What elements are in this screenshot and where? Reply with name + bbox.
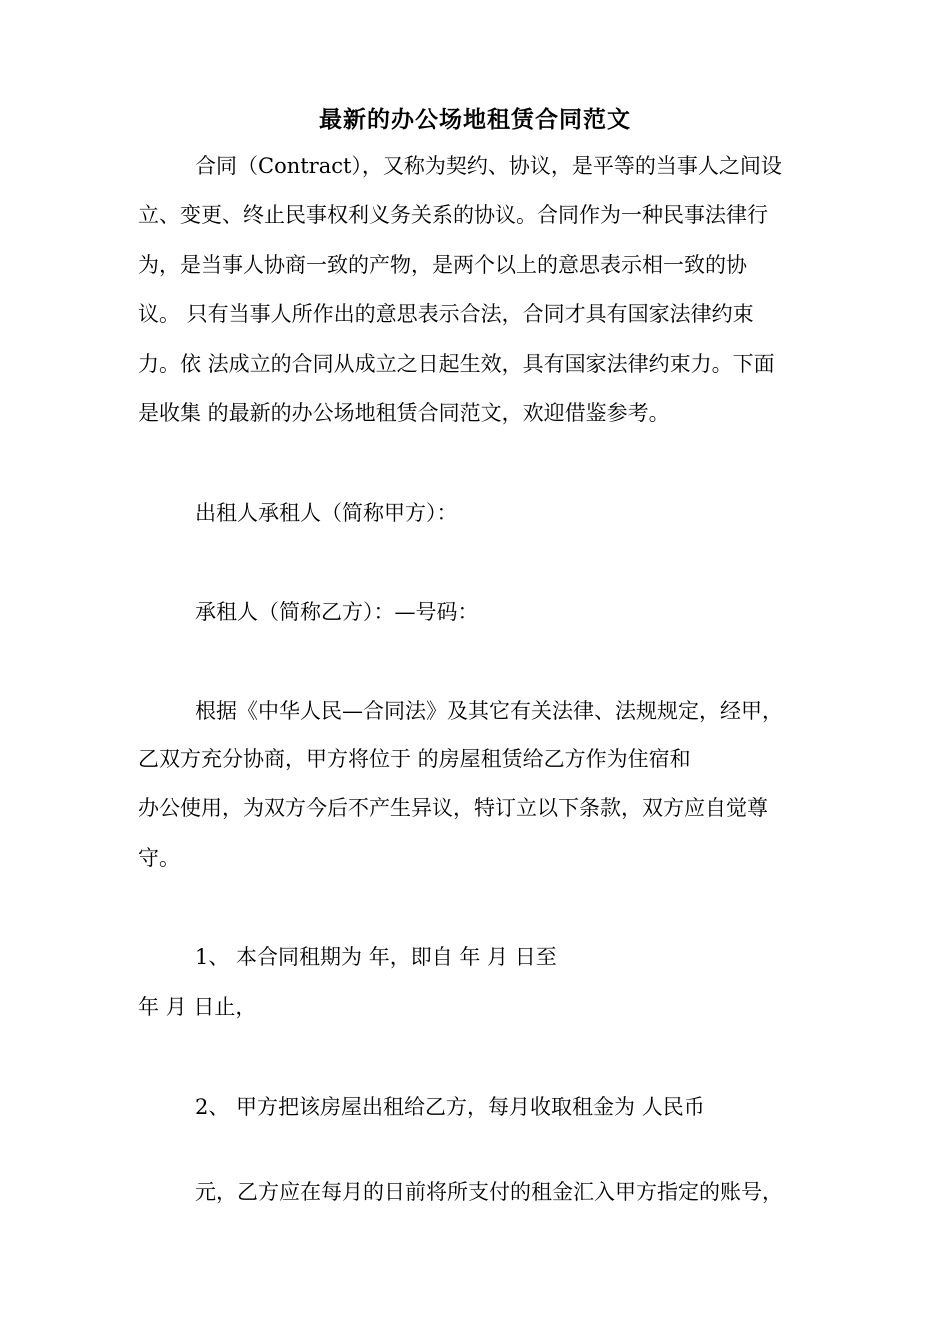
paragraph-line: 议。 只有当事人所作出的意思表示合法，合同才具有国家法律约束 <box>138 302 754 326</box>
paragraph-line: 合同（Contract），又称为契约、协议，是平等的当事人之间设 <box>195 154 782 178</box>
document-title: 最新的办公场地租赁合同范文 <box>319 106 631 133</box>
lessee-line: 承租人（简称乙方）：—号码： <box>195 600 479 624</box>
paragraph-line: 办公使用，为双方今后不产生异议，特订立以下条款，双方应自觉尊 <box>138 796 768 820</box>
paragraph-line: 乙双方充分协商，甲方将位于 的房屋租赁给乙方作为住宿和 <box>138 747 691 771</box>
paragraph-line: 为，是当事人协商一致的产物，是两个以上的意思表示相一致的协 <box>138 253 747 277</box>
paragraph-line: 守。 <box>138 846 180 870</box>
clause-1-line: 年 月 日止， <box>138 995 257 1019</box>
clause-2-line: 2、 甲方把该房屋出租给乙方，每月收取租金为 人民币 <box>195 1095 705 1119</box>
clause-1-line: 1、 本合同租期为 年，即自 年 月 日至 <box>195 945 557 969</box>
paragraph-line: 根据《中华人民—合同法》及其它有关法律、法规规定，经甲， <box>195 699 783 723</box>
paragraph-line: 是收集 的最新的办公场地租赁合同范文，欢迎借鉴参考。 <box>138 401 670 425</box>
clause-2-line: 元，乙方应在每月的日前将所支付的租金汇入甲方指定的账号， <box>195 1180 783 1204</box>
paragraph-line: 力。依 法成立的合同从成立之日起生效，具有国家法律约束力。下面 <box>138 352 775 376</box>
lessor-line: 出租人承租人（简称甲方）： <box>195 501 458 525</box>
paragraph-line: 立、变更、终止民事权利义务关系的协议。合同作为一种民事法律行 <box>138 203 768 227</box>
